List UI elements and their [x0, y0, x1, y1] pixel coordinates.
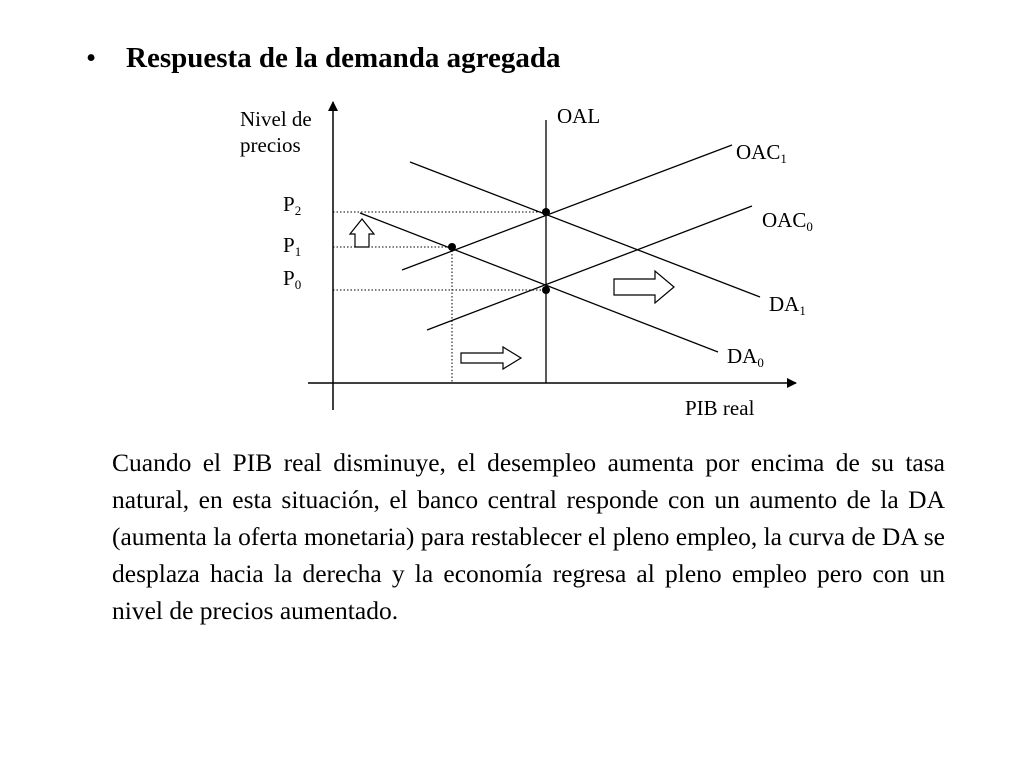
p1-label: $P_1$ — [283, 233, 302, 259]
equilibrium-point-p1 — [448, 243, 456, 251]
oal-label: OAL — [557, 104, 601, 128]
up-arrow-icon — [350, 219, 374, 247]
x-axis-label: PIB real — [685, 396, 755, 420]
oac1-label: $OAC_1$ — [736, 140, 787, 166]
explanation-paragraph: Cuando el PIB real disminuye, el desempleo aumenta por encima de su tasa natural, en esta situación, el banco central responde con un aumento de la DA (aumenta la oferta monetaria) para restablecer el pleno empleo, la curva de DA se desplaza hacia la derecha y la economía regresa al pleno empleo pero con un nivel de precios aumentado. — [112, 448, 945, 625]
right-arrow-icon — [614, 271, 674, 303]
oac0-label: $OAC_0$ — [762, 208, 813, 234]
da1-label: $DA_1$ — [769, 292, 806, 318]
bullet-icon: • — [86, 42, 97, 74]
oac0-curve — [427, 206, 752, 330]
p0-label: $P_0$ — [283, 266, 302, 292]
y-axis-label: Nivel de precios — [240, 107, 312, 158]
da1-curve — [410, 162, 760, 297]
heading-text: Respuesta de la demanda agregada — [126, 42, 561, 74]
da0-label: $DA_0$ — [727, 344, 764, 370]
right-arrow-icon — [461, 347, 521, 369]
p2-label: $P_2$ — [283, 192, 302, 218]
equilibrium-point-p0 — [542, 286, 550, 294]
equilibrium-point-p2 — [542, 208, 550, 216]
